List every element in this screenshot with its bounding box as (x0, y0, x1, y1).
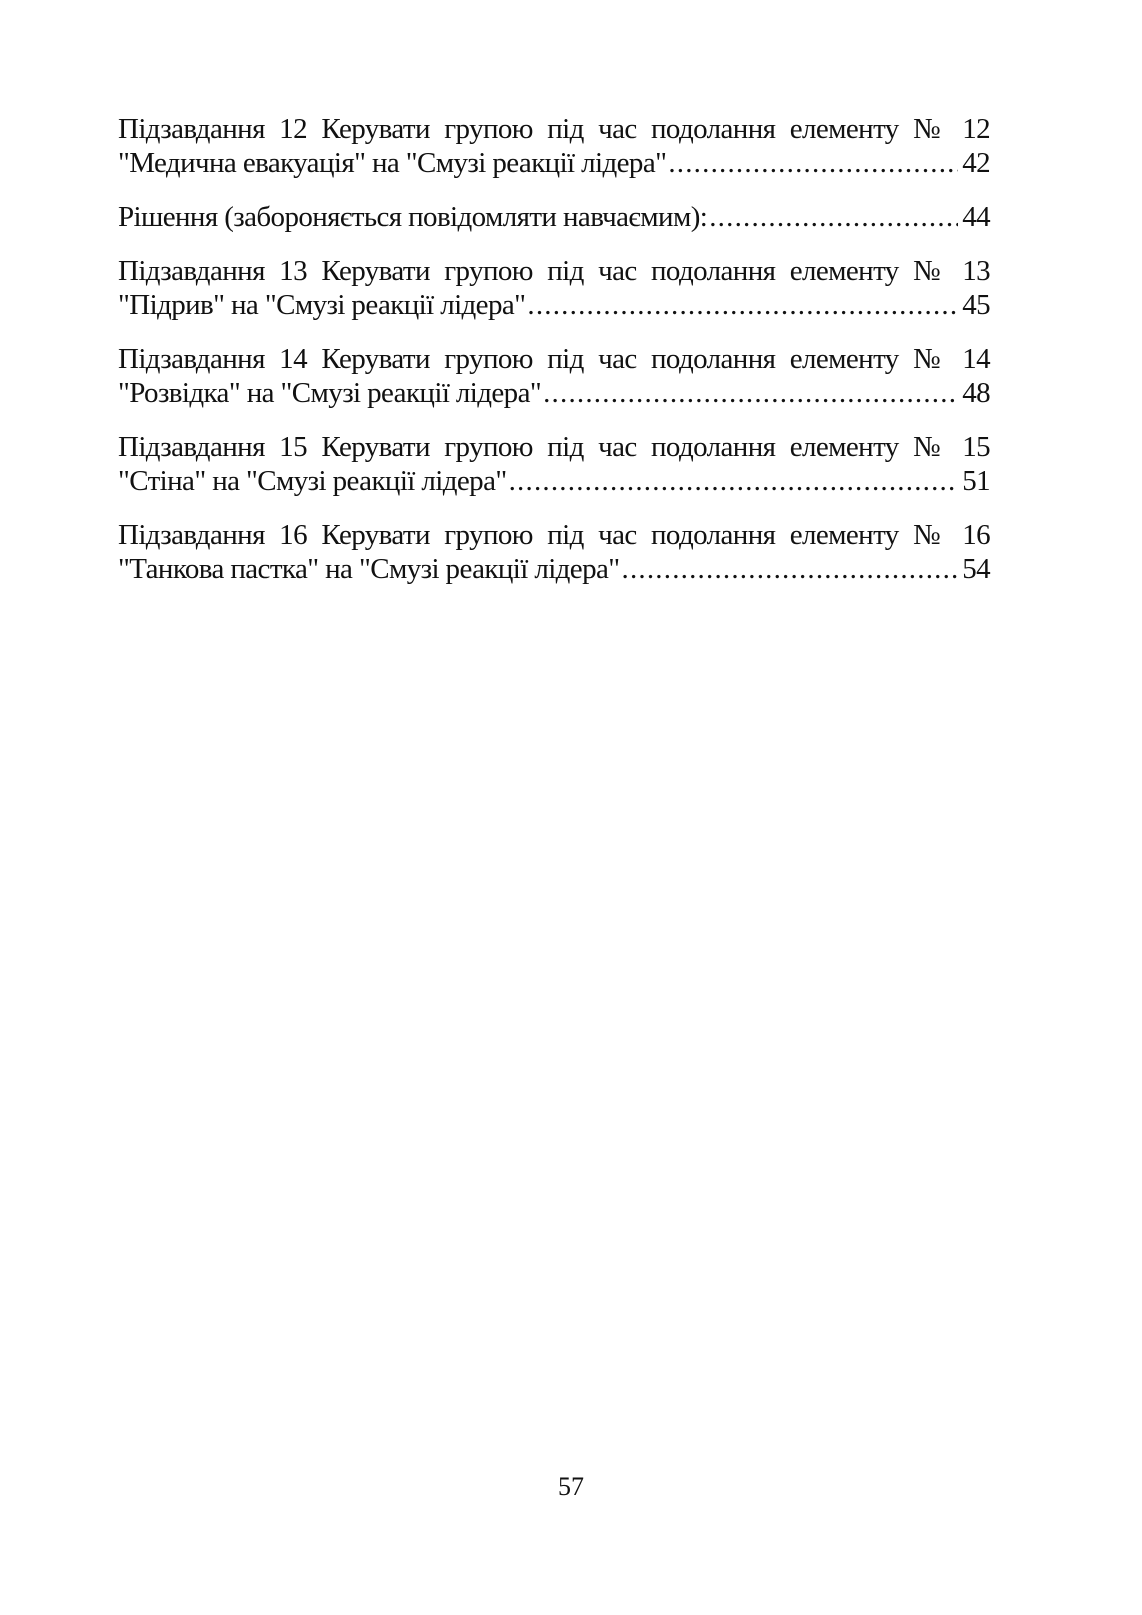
toc-entry-subtask-13[interactable] (118, 254, 990, 322)
toc-entry-title-cont: "Розвідка" на "Смузі реакції лідера" (118, 377, 542, 409)
toc-entry-title: Рішення (забороняється повідомляти навчаємим): (118, 201, 708, 233)
toc-entry-subtask-15[interactable] (118, 430, 990, 498)
toc-page-number: 51 (962, 465, 990, 497)
toc-entry-title-cont: "Медична евакуація" на "Смузі реакції лідера" (118, 147, 667, 179)
toc-entry-title: Підзавдання 15 Керувати групою під час подолання елементу № 15 (118, 431, 990, 463)
toc-entry-title-cont: "Стіна" на "Смузі реакції лідера" (118, 465, 507, 497)
toc-entry-title: Підзавдання 14 Керувати групою під час подолання елементу № 14 (118, 343, 990, 375)
dot-leader (543, 376, 958, 410)
toc-entry-title: Підзавдання 12 Керувати групою під час подолання елементу № 12 (118, 113, 990, 145)
dot-leader (622, 552, 959, 586)
toc-page-number: 42 (962, 147, 990, 179)
toc-page-number: 54 (962, 553, 990, 585)
page-number: 57 (558, 1472, 584, 1501)
toc-entry-subtask-12[interactable] (118, 112, 990, 180)
dot-leader (527, 288, 958, 322)
toc-entry-solution[interactable] (118, 200, 990, 234)
toc-entry-title: Підзавдання 16 Керувати групою під час подолання елементу № 16 (118, 519, 990, 551)
dot-leader (668, 146, 958, 180)
toc-entry-title: Підзавдання 13 Керувати групою під час подолання елементу № 13 (118, 255, 990, 287)
toc-entry-title-cont: "Підрив" на "Смузі реакції лідера" (118, 289, 526, 321)
toc-entry-subtask-14[interactable] (118, 342, 990, 410)
dot-leader (509, 464, 959, 498)
dot-leader (709, 200, 958, 234)
toc-page-number: 45 (962, 289, 990, 321)
toc-entry-subtask-16[interactable] (118, 518, 990, 586)
toc-page-number: 44 (962, 201, 990, 233)
toc-page-number: 48 (962, 377, 990, 409)
toc-entry-title-cont: "Танкова пастка" на "Смузі реакції лідера" (118, 553, 620, 585)
table-of-contents (118, 112, 990, 606)
